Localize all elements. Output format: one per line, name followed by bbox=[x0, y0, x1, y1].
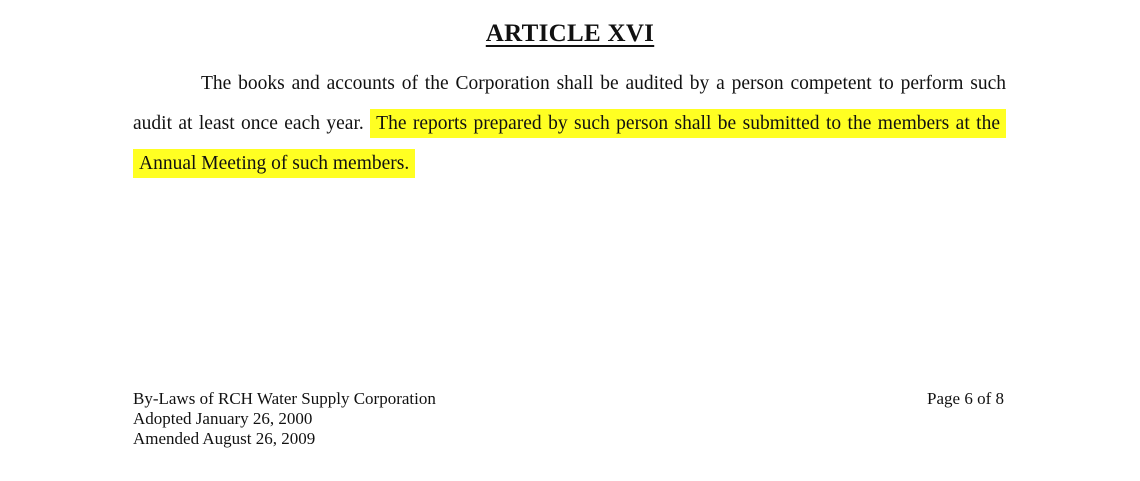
paragraph-plain-text: The books and accounts of the Corporation shall be audited by a person competent to perform such audit at least once each year. bbox=[133, 73, 1006, 134]
article-heading bbox=[0, 12, 1140, 49]
highlighted-text: The reports prepared by such person shall be submitted to the members at the Annual Meeting of such members. bbox=[133, 109, 1006, 178]
article-paragraph bbox=[133, 64, 1006, 184]
footer-document-title: By-Laws of RCH Water Supply Corporation bbox=[133, 389, 436, 408]
footer-amended-date: Amended August 26, 2009 bbox=[133, 429, 316, 448]
footer-document-info bbox=[133, 389, 436, 449]
footer-page-number: Page 6 of 8 bbox=[927, 389, 1004, 408]
article-heading-text: ARTICLE XVI bbox=[485, 20, 655, 47]
footer-adopted-date: Adopted January 26, 2000 bbox=[133, 409, 313, 428]
